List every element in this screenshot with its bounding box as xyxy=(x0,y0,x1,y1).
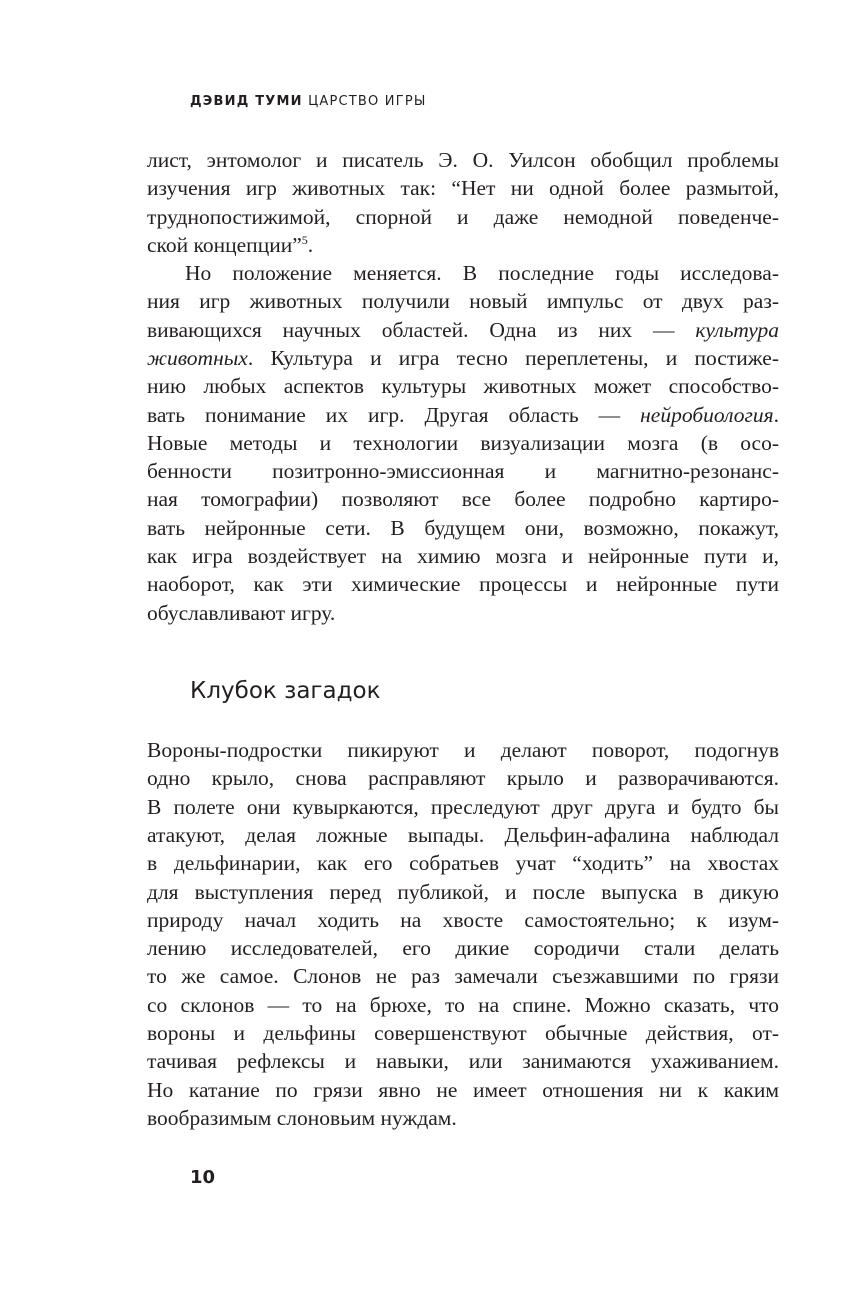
text-line xyxy=(147,599,779,627)
text-line xyxy=(147,514,779,542)
text-line xyxy=(147,849,779,877)
text: природу начал ходить на хвосте самостоятельно; к изум- xyxy=(147,907,779,932)
text: . Культура и игра тесно переплетены, и постиже- xyxy=(247,345,779,370)
text: вообразимым слоновьим нуждам. xyxy=(147,1105,457,1130)
text: . xyxy=(307,232,314,257)
text: то же самое. Слонов не раз замечали съезжавшими по грязи xyxy=(147,964,779,989)
text-line xyxy=(147,878,779,906)
text-line xyxy=(147,429,779,457)
text: как игра воздействует на химию мозга и нейронные пути и, xyxy=(147,544,779,568)
page-number: 10 xyxy=(190,1167,216,1188)
text: лению исследователей, его дикие сородичи стали делать xyxy=(147,936,779,961)
text: труднопостижимой, спорной и даже немодной поведенче- xyxy=(147,204,779,229)
footnote-ref: 5 xyxy=(301,232,308,247)
running-header xyxy=(190,94,427,109)
text: ния игр животных получили новый импульс от двух раз- xyxy=(147,289,779,314)
text: для выступления перед публикой, и после выпуска в дикую xyxy=(147,879,779,904)
text: вороны и дельфины совершенствуют обычные действия, от- xyxy=(147,1021,779,1045)
text-line xyxy=(147,1047,779,1075)
text: тачивая рефлексы и навыки, или занимаются ухаживанием. xyxy=(147,1049,779,1074)
text: вивающихся научных областей. Одна из них — xyxy=(147,317,696,342)
text-line xyxy=(147,287,779,315)
italic-text: нейробиология xyxy=(640,402,774,427)
text-line xyxy=(147,372,779,400)
text: Но катание по грязи явно не имеет отношения ни к каким xyxy=(147,1077,779,1102)
text-line xyxy=(147,485,779,513)
text-line xyxy=(147,231,779,259)
text-line xyxy=(147,736,779,764)
text-line xyxy=(185,259,779,287)
text-line xyxy=(147,934,779,962)
text-line xyxy=(147,174,779,202)
text: В полете они кувыркаются, преследуют друг друга и будто бы xyxy=(147,794,779,819)
text: ской концепции” xyxy=(147,232,302,257)
text: со склонов — то на брюхе, то на спине. Можно сказать, что xyxy=(147,992,779,1017)
text-line xyxy=(147,1104,779,1132)
text: бенности позитронно-эмиссионная и магнитно-резонанс- xyxy=(147,459,779,484)
text: ная томографии) позволяют все более подробно картиро- xyxy=(147,487,779,512)
text-line xyxy=(147,821,779,849)
text: вать понимание их игр. Другая область — xyxy=(147,402,641,427)
text-line xyxy=(147,962,779,990)
text-line xyxy=(147,570,779,598)
text: одно крыло, снова расправляют крыло и разворачиваются. xyxy=(147,766,779,791)
text-line xyxy=(147,1076,779,1104)
text: Но положение меняется. В последние годы исследова- xyxy=(185,261,779,285)
text: нию любых аспектов культуры животных может способство- xyxy=(147,374,779,399)
text-line xyxy=(147,203,779,231)
text-line xyxy=(147,764,779,792)
text-line xyxy=(147,457,779,485)
text: наоборот, как эти химические процессы и нейронные пути xyxy=(147,572,779,597)
header-author: ДЭВИД ТУМИ xyxy=(190,94,303,109)
text: атакуют, делая ложные выпады. Дельфин-афалина наблюдал xyxy=(147,822,779,847)
text: . xyxy=(773,402,779,427)
text-line xyxy=(147,401,779,429)
text-line xyxy=(147,793,779,821)
text: изучения игр животных так: “Нет ни одной более размытой, xyxy=(147,176,779,201)
italic-text: животных xyxy=(147,345,248,370)
text-line xyxy=(147,1019,779,1047)
text-line xyxy=(147,344,779,372)
section-heading: Клубок загадок xyxy=(190,678,381,704)
text-line xyxy=(147,906,779,934)
text-line xyxy=(147,146,779,174)
text: обуславливают игру. xyxy=(147,600,336,625)
text-line xyxy=(147,991,779,1019)
text: Новые методы и технологии визуализации мозга (в осо- xyxy=(147,430,779,455)
header-title: ЦАРСТВО ИГРЫ xyxy=(308,94,427,109)
text: лист, энтомолог и писатель Э. О. Уилсон обобщил проблемы xyxy=(147,148,779,172)
text: вать нейронные сети. В будущем они, возможно, покажут, xyxy=(147,515,779,540)
text-line xyxy=(147,316,779,344)
italic-text: культура xyxy=(695,317,779,342)
text: в дельфинарии, как его собратьев учат “ходить” на хвостах xyxy=(147,851,779,876)
text: Вороны-подростки пикируют и делают поворот, подогнув xyxy=(147,738,779,762)
text-line xyxy=(147,542,779,570)
